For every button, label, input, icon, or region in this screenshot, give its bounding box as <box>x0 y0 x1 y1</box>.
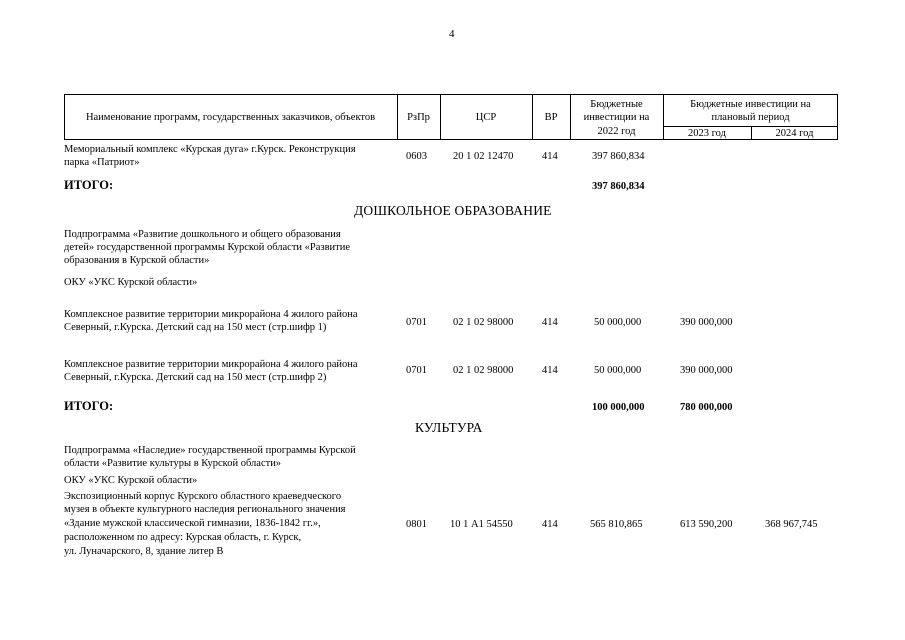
row-name-line: Экспозиционный корпус Курского областного краеведческого <box>64 491 342 502</box>
total-label: ИТОГО: <box>64 178 114 192</box>
row-value-2023: 390 000,000 <box>680 317 733 328</box>
subprogram-line: образования в Курской области» <box>64 255 210 266</box>
row-value-2022: 50 000,000 <box>594 317 642 328</box>
customer-label: ОКУ «УКС Курской области» <box>64 277 198 288</box>
section-heading: КУЛЬТУРА <box>415 420 483 435</box>
row-name-line: Мемориальный комплекс «Курская дуга» г.Курск. Реконструкция <box>64 144 356 155</box>
page-number: 4 <box>449 28 455 40</box>
header-planned-line2: плановый период <box>711 112 790 123</box>
row-value-2023: 390 000,000 <box>680 365 733 376</box>
header-planned-line1: Бюджетные инвестиции на <box>690 99 811 110</box>
header-2024: 2024 год <box>775 128 814 139</box>
total-value-2023: 780 000,000 <box>680 402 733 413</box>
total-value-2022: 100 000,000 <box>592 402 645 413</box>
row-csr: 02 1 02 98000 <box>453 365 514 376</box>
row-value-2022: 565 810,865 <box>590 519 643 530</box>
total-label: ИТОГО: <box>64 399 114 413</box>
row-name-line: расположенном по адресу: Курская область, г. Курск, <box>64 532 302 543</box>
row-name-line: Северный, г.Курска. Детский сад на 150 мест (стр.шифр 1) <box>64 322 327 333</box>
row-vr: 414 <box>542 519 558 530</box>
header-name: Наименование программ, государственных заказчиков, объектов <box>85 112 376 123</box>
row-value-2024: 368 967,745 <box>765 519 818 530</box>
header-vr: ВР <box>544 112 558 123</box>
row-name-line: Комплексное развитие территории микрорайона 4 жилого района <box>64 309 358 320</box>
subprogram-line: детей» государственной программы Курской области «Развитие <box>64 242 351 253</box>
header-2023: 2023 год <box>688 128 726 139</box>
section-heading: ДОШКОЛЬНОЕ ОБРАЗОВАНИЕ <box>354 203 552 218</box>
row-name-line: «Здание мужской классической гимназии, 1836-1842 гг.», <box>64 518 321 529</box>
row-rzpr: 0701 <box>406 365 427 376</box>
customer-label: ОКУ «УКС Курской области» <box>64 475 198 486</box>
row-name-line: Северный, г.Курска. Детский сад на 150 мест (стр.шифр 2) <box>64 372 327 383</box>
row-value-2022: 397 860,834 <box>592 151 645 162</box>
row-rzpr: 0801 <box>406 519 427 530</box>
row-name-line: Комплексное развитие территории микрорайона 4 жилого района <box>64 359 358 370</box>
subprogram-line: области «Развитие культуры в Курской области» <box>64 458 282 469</box>
header-inv2022-line2: инвестиции на <box>583 112 650 123</box>
row-value-2022: 50 000,000 <box>594 365 642 376</box>
row-name-line: парка «Патриот» <box>64 157 140 168</box>
total-value-2022: 397 860,834 <box>592 181 645 192</box>
row-name-line: ул. Луначарского, 8, здание литер В <box>64 546 224 557</box>
row-name-line: музея в объекте культурного наследия регионального значения <box>64 504 346 515</box>
row-csr: 02 1 02 98000 <box>453 317 514 328</box>
subprogram-line: Подпрограмма «Развитие дошкольного и общего образования <box>64 229 341 240</box>
header-inv2022-line3: 2022 год <box>597 126 636 137</box>
subprogram-line: Подпрограмма «Наследие» государственной программы Курской <box>64 445 356 456</box>
row-rzpr: 0701 <box>406 317 427 328</box>
row-vr: 414 <box>542 151 558 162</box>
header-rzpr: РзПр <box>407 112 430 123</box>
row-rzpr: 0603 <box>406 151 427 162</box>
row-csr: 20 1 02 12470 <box>453 151 514 162</box>
header-inv2022-line1: Бюджетные <box>590 99 643 110</box>
row-vr: 414 <box>542 365 558 376</box>
row-value-2023: 613 590,200 <box>680 519 733 530</box>
header-csr: ЦСР <box>475 112 497 123</box>
row-vr: 414 <box>542 317 558 328</box>
row-csr: 10 1 А1 54550 <box>450 519 513 530</box>
